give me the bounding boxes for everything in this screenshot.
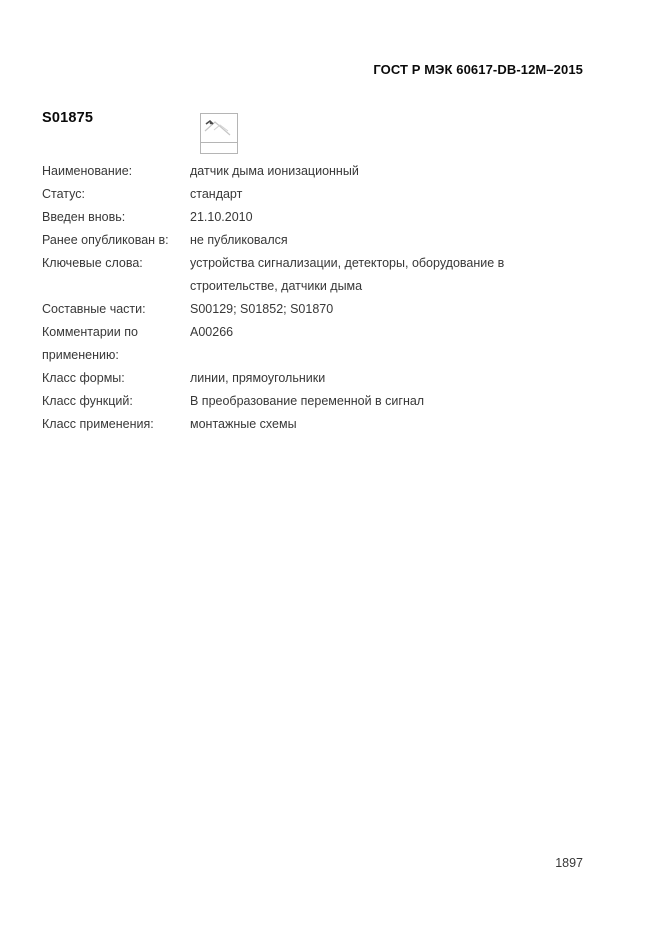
field-label-application-class: Класс применения: — [42, 417, 154, 431]
field-value-components: S00129; S01852; S01870 — [190, 302, 334, 316]
field-label-application-comments: Комментарии по применению: — [42, 325, 138, 362]
page-number: 1897 — [555, 856, 583, 870]
field-value-function-class: В преобразование переменной в сигнал — [190, 394, 425, 408]
field-value-previously-published: не публиковался — [190, 233, 288, 247]
field-label-keywords: Ключевые слова: — [42, 256, 143, 270]
field-label-shape-class: Класс формы: — [42, 371, 125, 385]
field-value-keywords: устройства сигнализации, детекторы, оборудование в строительстве, датчики дыма — [190, 256, 505, 293]
document-code-header: ГОСТ Р МЭК 60617-DB-12М–2015 — [373, 62, 583, 77]
symbol-id-title: S01875 — [42, 110, 94, 126]
field-value-status: стандарт — [190, 187, 243, 201]
field-value-shape-class: линии, прямоугольники — [190, 371, 326, 385]
field-label-function-class: Класс функций: — [42, 394, 133, 408]
field-label-name: Наименование: — [42, 164, 133, 178]
attributes-table — [42, 160, 583, 436]
field-value-introduced: 21.10.2010 — [190, 210, 253, 224]
field-label-introduced: Введен вновь: — [42, 210, 126, 224]
field-value-name: датчик дыма ионизационный — [190, 164, 359, 178]
field-label-components: Составные части: — [42, 302, 146, 316]
broken-image-icon — [201, 114, 237, 153]
field-label-status: Статус: — [42, 187, 85, 201]
field-value-application-class: монтажные схемы — [190, 417, 297, 431]
field-value-application-comments: A00266 — [190, 325, 234, 339]
field-label-previously-published: Ранее опубликован в: — [42, 233, 169, 247]
symbol-image-placeholder — [200, 113, 238, 154]
